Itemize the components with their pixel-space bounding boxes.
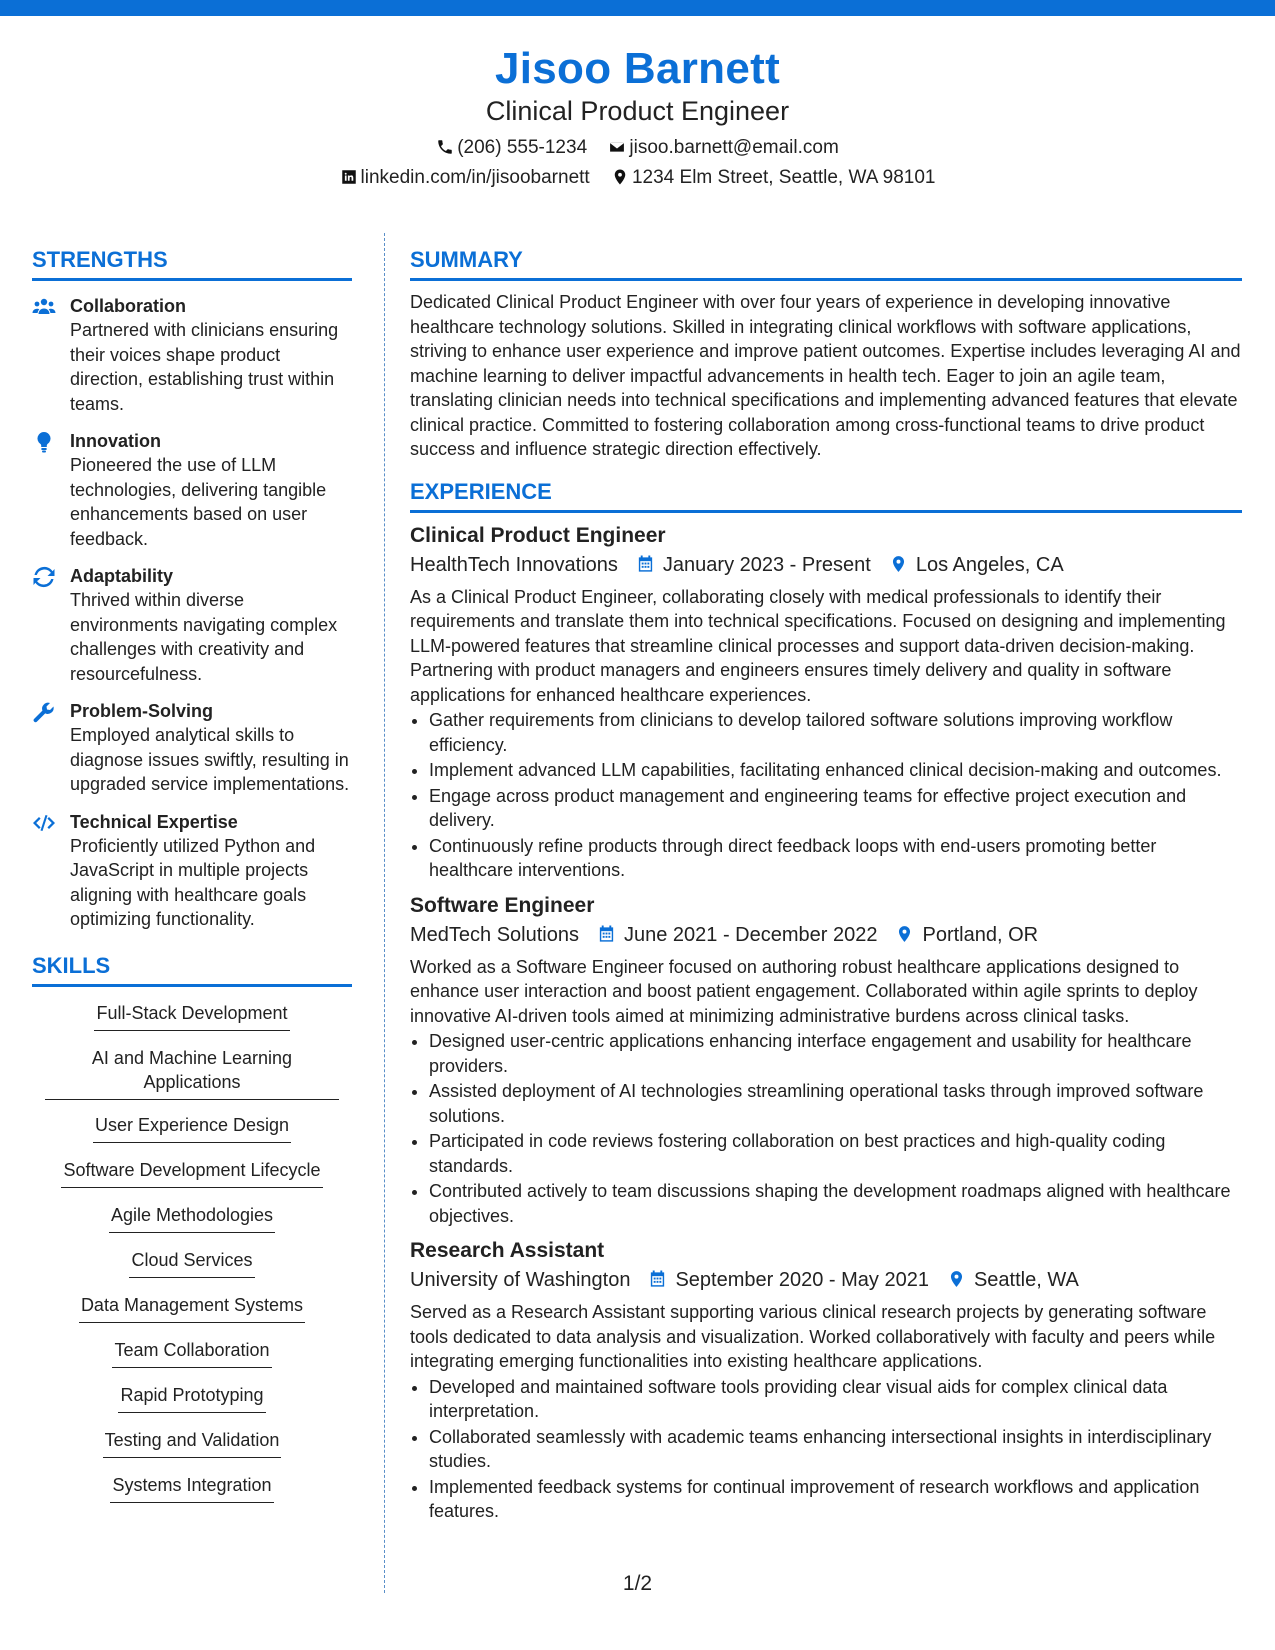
wrench-icon bbox=[32, 701, 56, 723]
strength-item bbox=[32, 429, 352, 551]
code-icon bbox=[32, 812, 56, 834]
address-contact bbox=[611, 166, 935, 190]
calendar-icon bbox=[597, 924, 616, 944]
map-pin-icon bbox=[947, 1269, 966, 1289]
job-location: Portland, OR bbox=[922, 923, 1039, 946]
job-dates: January 2023 - Present bbox=[662, 553, 871, 576]
skill-item: Testing and Validation bbox=[32, 1428, 352, 1473]
job-meta bbox=[410, 1266, 1242, 1294]
job-dates: September 2020 - May 2021 bbox=[675, 1269, 929, 1291]
email-contact bbox=[608, 136, 838, 160]
strength-title: Adaptability bbox=[70, 566, 174, 586]
job-bullets bbox=[410, 1029, 1242, 1228]
bullet-item: • Gather requirements from clinicians to develop tailored software solutions improving workflow efficiency. bbox=[429, 708, 1242, 757]
job-company: University of Washington bbox=[410, 1269, 631, 1291]
job-description: Worked as a Software Engineer focused on authoring robust healthcare applications designed to enhance user interaction and boost patient engagement. Collaborated within agile sprints to deploy innovative AI-driven tools aimed at minimizing administrative burdens across clinical tasks. bbox=[410, 956, 1198, 1026]
bullet-item: • Implemented feedback systems for continual improvement of research workflows and application features. bbox=[429, 1475, 1242, 1524]
strength-item bbox=[32, 564, 352, 686]
skill-item: Rapid Prototyping bbox=[32, 1383, 352, 1428]
skills-list bbox=[32, 1001, 352, 1518]
skill-item: Agile Methodologies bbox=[32, 1203, 352, 1248]
bullet-item: • Designed user-centric applications enhancing interface engagement and usability for healthcare providers. bbox=[429, 1029, 1242, 1078]
job-entry bbox=[410, 891, 1242, 1229]
strength-desc: Employed analytical skills to diagnose issues swiftly, resulting in upgraded service implementations. bbox=[70, 725, 350, 794]
bullet-item: • Continuously refine products through direct feedback loops with end-users promoting better healthcare interventions. bbox=[429, 834, 1242, 883]
phone-text: (206) 555-1234 bbox=[457, 137, 588, 158]
strength-desc: Thrived within diverse environments navigating complex challenges with creativity and resourcefulness. bbox=[70, 590, 338, 684]
job-meta bbox=[410, 551, 1242, 579]
job-location: Los Angeles, CA bbox=[915, 553, 1064, 576]
map-pin-icon bbox=[611, 168, 629, 186]
skill-item: Software Development Lifecycle bbox=[32, 1158, 352, 1203]
candidate-title: Clinical Product Engineer bbox=[485, 96, 790, 126]
job-description: Served as a Research Assistant supporting various clinical research projects by generating software tools dedicated to data analysis and visualization. Worked collaboratively with faculty and peers while integrating emerging functionalities into existing healthcare applications. bbox=[410, 1302, 1216, 1371]
skill-item: User Experience Design bbox=[32, 1113, 352, 1158]
job-title: Research Assistant bbox=[410, 1239, 605, 1262]
job-bullets bbox=[410, 1375, 1242, 1524]
resume-header bbox=[0, 42, 1275, 190]
bullet-item: • Contributed actively to team discussions shaping the development roadmaps aligned with healthcare objectives. bbox=[429, 1179, 1242, 1228]
calendar-icon bbox=[648, 1269, 667, 1289]
sync-icon bbox=[32, 566, 56, 588]
linkedin-icon bbox=[340, 168, 358, 186]
strength-title: Problem-Solving bbox=[70, 701, 214, 721]
map-pin-icon bbox=[889, 554, 908, 574]
address-text: 1234 Elm Street, Seattle, WA 98101 bbox=[631, 167, 936, 188]
job-dates: June 2021 - December 2022 bbox=[623, 923, 878, 946]
job-title: Software Engineer bbox=[410, 893, 595, 917]
bullet-item: • Engage across product management and engineering teams for effective project execution and delivery. bbox=[429, 784, 1242, 833]
strength-title: Collaboration bbox=[70, 296, 186, 316]
contact-row-2 bbox=[0, 166, 1275, 190]
strength-title: Innovation bbox=[70, 431, 161, 451]
job-title: Clinical Product Engineer bbox=[410, 523, 666, 547]
strength-desc: Proficiently utilized Python and JavaScript in multiple projects aligning with healthcare goals optimizing functionality. bbox=[70, 835, 316, 929]
job-company: MedTech Solutions bbox=[410, 923, 579, 946]
job-bullets bbox=[410, 708, 1242, 883]
strength-desc: Pioneered the use of LLM technologies, delivering tangible enhancements based on user feedback. bbox=[70, 455, 327, 549]
page-number: 1/2 bbox=[622, 1572, 653, 1595]
users-icon bbox=[32, 296, 56, 318]
summary-heading: SUMMARY bbox=[410, 246, 1242, 281]
envelope-icon bbox=[608, 138, 626, 156]
skills-heading: SKILLS bbox=[32, 952, 352, 987]
skill-item: Cloud Services bbox=[32, 1248, 352, 1293]
skill-item: Team Collaboration bbox=[32, 1338, 352, 1383]
strengths-heading: STRENGTHS bbox=[32, 246, 352, 281]
experience-heading: EXPERIENCE bbox=[410, 478, 1242, 513]
bullet-item: • Developed and maintained software tools providing clear visual aids for complex clinical data interpretation. bbox=[429, 1375, 1242, 1424]
bullet-item: • Collaborated seamlessly with academic teams enhancing intersectional insights in interdisciplinary studies. bbox=[429, 1425, 1242, 1474]
bullet-item: • Assisted deployment of AI technologies streamlining operational tasks through improved software solutions. bbox=[429, 1079, 1242, 1128]
left-column bbox=[32, 246, 352, 1518]
skill-item: AI and Machine Learning Applications bbox=[32, 1046, 352, 1113]
candidate-name: Jisoo Barnett bbox=[494, 44, 781, 93]
job-location: Seattle, WA bbox=[973, 1269, 1079, 1291]
lightbulb-icon bbox=[32, 431, 56, 453]
bullet-item: • Participated in code reviews fostering collaboration on best practices and high-quality coding standards. bbox=[429, 1129, 1242, 1178]
job-entry bbox=[410, 521, 1242, 883]
strength-desc: Partnered with clinicians ensuring their voices shape product direction, establishing trust within teams. bbox=[70, 320, 339, 414]
calendar-icon bbox=[636, 554, 655, 574]
phone-contact bbox=[436, 136, 587, 160]
job-entry bbox=[410, 1236, 1242, 1524]
job-meta bbox=[410, 921, 1242, 949]
strength-item bbox=[32, 699, 352, 797]
column-divider bbox=[384, 233, 385, 1593]
top-accent-bar bbox=[0, 0, 1275, 16]
summary-text: Dedicated Clinical Product Engineer with over four years of experience in developing innovative healthcare technology solutions. Skilled in integrating clinical workflows with software applications, striving to enhance user experience and improve patient outcomes. Expertise includes leveraging AI and machine learning to deliver impactful advancements in health tech. Eager to join an agile team, translating clinician needs into technical specifications and implementing advanced features that elevate clinical practice. Committed to fostering collaboration among cross-functional teams to drive product success and influence strategic direction effectively. bbox=[410, 292, 1241, 459]
email-text: jisoo.barnett@email.com bbox=[629, 137, 839, 158]
skill-item: Data Management Systems bbox=[32, 1293, 352, 1338]
job-description: As a Clinical Product Engineer, collaborating closely with medical professionals to identify their requirements and translate them into technical specifications. Focused on designing and implementing LLM-powered features that streamline clinical processes and support data-driven decision-making. Partnering with product managers and engineers ensures timely delivery and quality in software applications for enhanced healthcare experiences. bbox=[410, 586, 1226, 705]
skill-item: Full-Stack Development bbox=[32, 1001, 352, 1046]
strength-item bbox=[32, 294, 352, 416]
phone-icon bbox=[436, 138, 454, 156]
linkedin-text: linkedin.com/in/jisoobarnett bbox=[360, 167, 590, 188]
linkedin-contact bbox=[340, 166, 590, 190]
bullet-item: • Implement advanced LLM capabilities, facilitating enhanced clinical decision-making and outcomes. bbox=[429, 758, 1242, 783]
skill-item: Systems Integration bbox=[32, 1473, 352, 1518]
right-column bbox=[410, 246, 1242, 1524]
map-pin-icon bbox=[895, 924, 914, 944]
strength-title: Technical Expertise bbox=[70, 811, 238, 832]
job-company: HealthTech Innovations bbox=[410, 553, 618, 576]
strength-item bbox=[32, 810, 352, 932]
contact-row-1 bbox=[0, 136, 1275, 160]
